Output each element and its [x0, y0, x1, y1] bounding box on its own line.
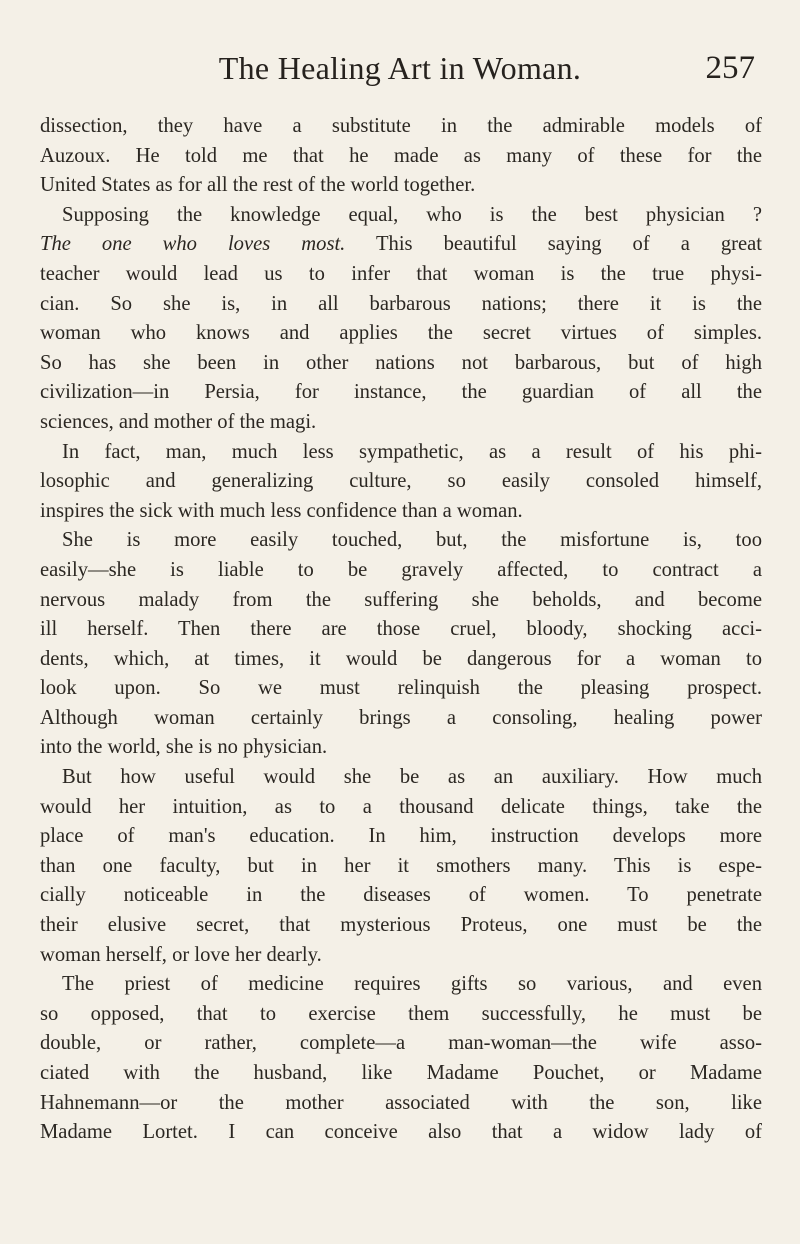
text-line: cian. So she is, in all barbarous nations; there it is the	[40, 292, 762, 315]
text-line: into the world, she is no physician.	[40, 736, 328, 759]
text-line: ciated with the husband, like Madame Pouchet, or Madame	[40, 1062, 762, 1084]
running-head	[40, 50, 760, 90]
text-line: dents, which, at times, it would be dangerous for a woman to	[40, 647, 762, 670]
text-line: nervous malady from the suffering she beholds, and become	[40, 588, 762, 611]
text-line-rest: This beautiful saying of a great	[345, 233, 762, 256]
text-line: She is more easily touched, but, the misfortune is, too	[62, 529, 762, 552]
text-line: inspires the sick with much less confidence than a woman.	[40, 499, 523, 522]
text-line: would her intuition, as to a thousand delicate things, take the	[40, 795, 762, 818]
text-line: Madame Lortet. I can conceive also that a widow lady of	[40, 1121, 762, 1144]
text-line: ill herself. Then there are those cruel, bloody, shocking acci-	[40, 618, 762, 641]
text-line: So has she been in other nations not barbarous, but of high	[40, 351, 762, 374]
text-line: But how useful would she be as an auxiliary. How much	[62, 766, 762, 789]
text-line: United States as for all the rest of the world together.	[40, 174, 476, 197]
text-line: dissection, they have a substitute in the admirable models of	[40, 115, 762, 137]
text-line: Auzoux. He told me that he made as many of these for the	[40, 144, 762, 167]
text-line: Supposing the knowledge equal, who is the best physician ?	[62, 203, 762, 226]
text-line: their elusive secret, that mysterious Proteus, one must be the	[40, 914, 762, 937]
text-line: In fact, man, much less sympathetic, as a result of his phi-	[62, 440, 762, 463]
page-number: 257	[705, 50, 755, 86]
text-line: look upon. So we must relinquish the pleasing prospect.	[40, 677, 762, 700]
text-line: The priest of medicine requires gifts so various, and even	[62, 973, 762, 996]
text-line: losophic and generalizing culture, so easily consoled himself,	[40, 470, 762, 493]
text-line: sciences, and mother of the magi.	[40, 410, 317, 433]
text-line: woman herself, or love her dearly.	[40, 943, 322, 966]
text-line: so opposed, that to exercise them successfully, he must be	[40, 1002, 762, 1025]
text-line: teacher would lead us to infer that woman is the true physi-	[40, 262, 762, 285]
text-line: civilization—in Persia, for instance, the guardian of all the	[40, 381, 762, 404]
text-line: cially noticeable in the diseases of women. To penetrate	[40, 884, 762, 907]
text-line	[40, 230, 762, 260]
text-line: woman who knows and applies the secret virtues of simples.	[40, 322, 762, 345]
body-text	[40, 112, 762, 1148]
text-line: than one faculty, but in her it smothers many. This is espe-	[40, 854, 762, 877]
text-line: place of man's education. In him, instruction develops more	[40, 825, 762, 848]
text-line: Hahnemann—or the mother associated with the son, like	[40, 1091, 762, 1114]
text-line: easily—she is liable to be gravely affected, to contract a	[40, 558, 762, 581]
text-line: double, or rather, complete—a man-woman—the wife asso-	[40, 1032, 762, 1055]
text-line: Although woman certainly brings a consoling, healing power	[40, 706, 762, 729]
italic-phrase: The one who loves most.	[40, 233, 346, 256]
running-title: The Healing Art in Woman.	[218, 50, 582, 86]
